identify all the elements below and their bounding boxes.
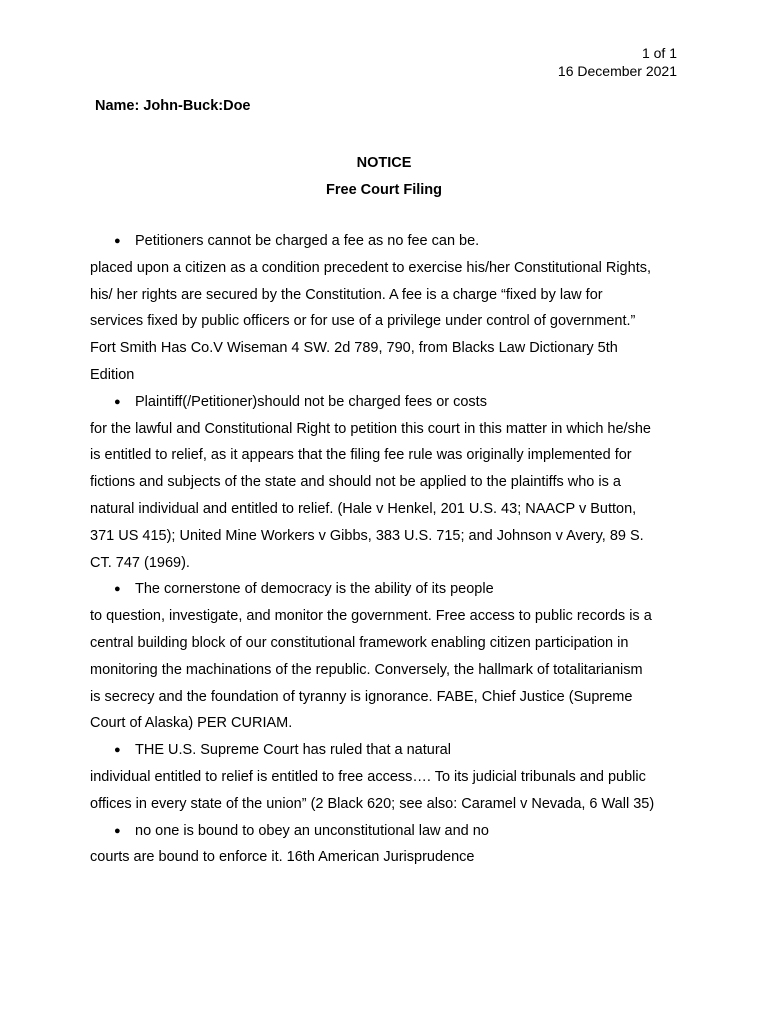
paragraph-line: 371 US 415); United Mine Workers v Gibbs, 383 U.S. 715; and Johnson v Avery, 89 S. <box>90 527 644 544</box>
paragraph-line: is secrecy and the foundation of tyranny is ignorance. FABE, Chief Justice (Supreme <box>90 688 633 705</box>
paragraph-line: fictions and subjects of the state and should not be applied to the plaintiffs who is a <box>90 474 621 491</box>
paragraph-line: services fixed by public officers or for use of a privilege under control of government.” <box>90 313 636 330</box>
name-line: Name: John-Buck:Doe <box>95 98 251 114</box>
title-block <box>0 150 768 204</box>
notice-subtitle: Free Court Filing <box>326 182 442 198</box>
bullet-text: Petitioners cannot be charged a fee as no fee can be. <box>135 233 480 249</box>
paragraph-line: Fort Smith Has Co.V Wiseman 4 SW. 2d 789, 790, from Blacks Law Dictionary 5th <box>90 340 618 357</box>
bullet-icon: ● <box>114 583 121 596</box>
bullet-text: no one is bound to obey an unconstitutional law and no <box>135 822 489 839</box>
document-date: 16 December 2021 <box>557 63 677 79</box>
paragraph-line: Court of Alaska) PER CURIAM. <box>90 715 293 732</box>
paragraph-line: courts are bound to enforce it. 16th American Jurisprudence <box>90 849 475 866</box>
paragraph-line: placed upon a citizen as a condition precedent to exercise his/her Constitutional Rights, <box>90 259 651 276</box>
paragraph-line: central building block of our constitutional framework enabling citizen participation in <box>90 634 629 651</box>
paragraph-line: CT. 747 (1969). <box>90 554 190 571</box>
bullet-item <box>90 389 690 416</box>
bullet-item <box>90 228 690 255</box>
paragraph-line: to question, investigate, and monitor the government. Free access to public records is a <box>90 608 652 625</box>
page-header <box>558 44 677 80</box>
bullet-item <box>90 737 690 764</box>
paragraph-line: offices in every state of the union” (2 Black 620; see also: Caramel v Nevada, 6 Wall 35) <box>90 795 655 812</box>
paragraph-line: natural individual and entitled to relief. (Hale v Henkel, 201 U.S. 43; NAACP v Button, <box>90 500 637 517</box>
page-indicator: 1 of 1 <box>641 45 677 61</box>
bullet-text: Plaintiff(/Petitioner)should not be charged fees or costs <box>135 393 487 410</box>
bullet-text: THE U.S. Supreme Court has ruled that a natural <box>135 742 451 759</box>
bullet-item <box>90 818 690 845</box>
paragraph-line: monitoring the machinations of the republic. Conversely, the hallmark of totalitarianism <box>90 661 643 678</box>
bullet-icon: ● <box>114 824 121 837</box>
bullet-text: The cornerstone of democracy is the ability of its people <box>135 581 494 598</box>
paragraph-line: is entitled to relief, as it appears that the filing fee rule was originally implemented for <box>90 447 632 464</box>
document-body <box>90 228 690 871</box>
bullet-icon: ● <box>114 235 121 247</box>
paragraph-line: his/ her rights are secured by the Constitution. A fee is a charge “fixed by law for <box>90 286 603 303</box>
bullet-icon: ● <box>114 744 121 757</box>
paragraph-line: Edition <box>90 366 135 383</box>
paragraph-line: for the lawful and Constitutional Right to petition this court in this matter in which he/she <box>90 420 651 437</box>
notice-title: NOTICE <box>356 155 412 171</box>
paragraph-line: individual entitled to relief is entitled to free access…. To its judicial tribunals and public <box>90 768 646 785</box>
bullet-item <box>90 576 690 603</box>
bullet-icon: ● <box>114 395 121 408</box>
